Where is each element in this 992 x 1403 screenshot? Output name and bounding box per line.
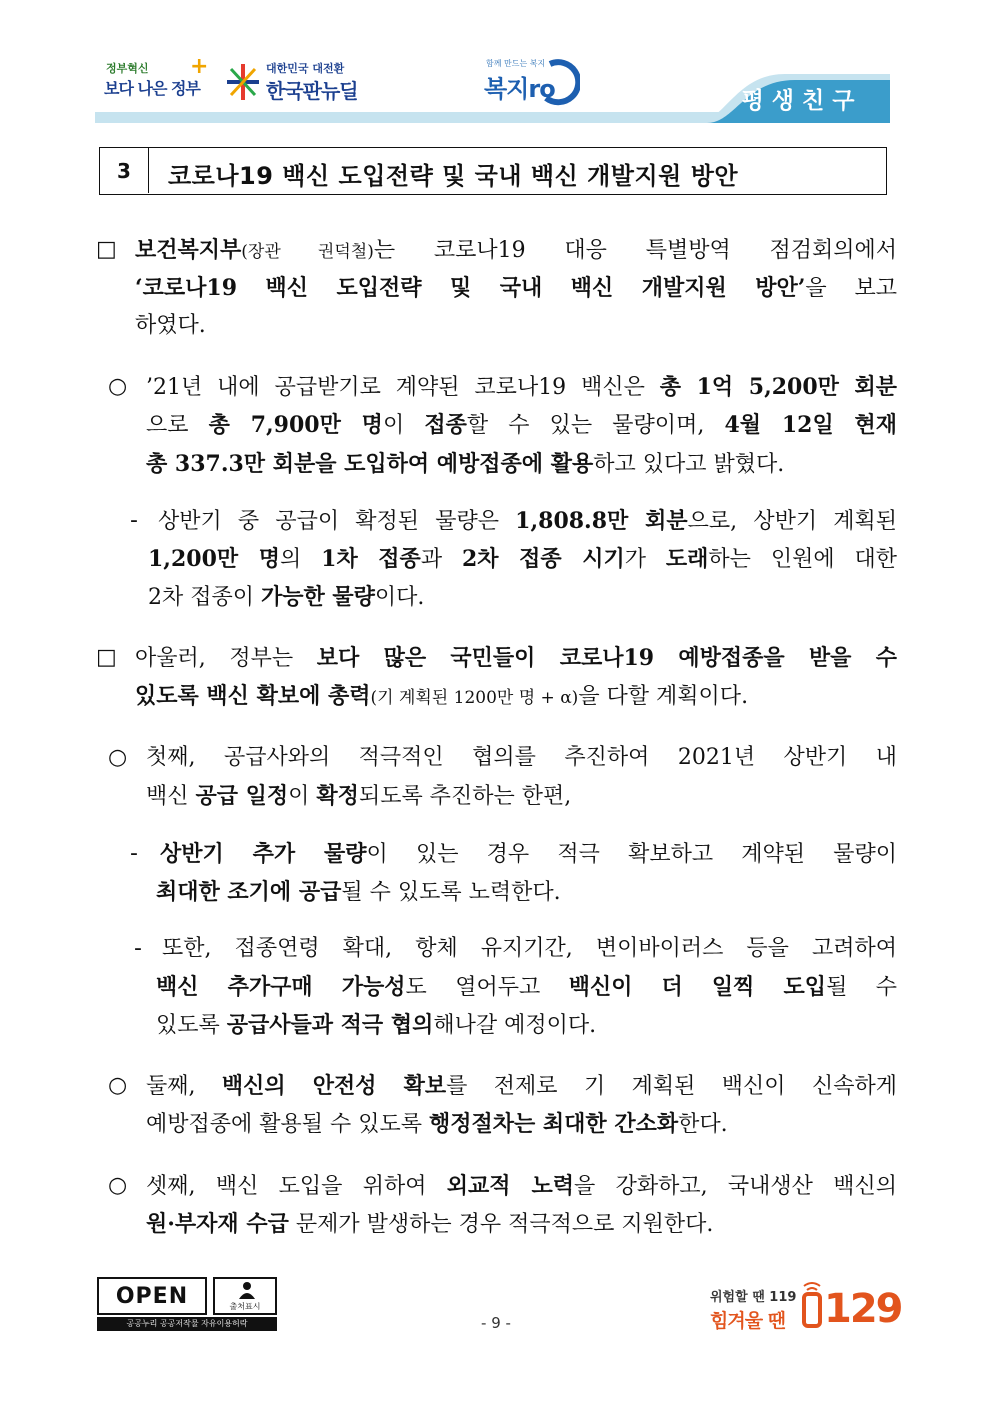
new-deal-logo-top: 대한민국 대전환 — [266, 62, 345, 75]
paragraph-line: 2차 접종이 가능한 물량이다. — [148, 584, 425, 610]
dash-bullet: - — [130, 841, 138, 866]
paragraph-line: ’21년 내에 공급받기로 계약된 코로나19 백신은 총 1억 5,200만 회분 — [146, 374, 897, 400]
hotline-129-logo — [710, 1274, 900, 1334]
paragraph-line: 예방접종에 활용될 수 있도록 행정절차는 최대한 간소화한다. — [146, 1111, 728, 1137]
paragraph-line: 총 337.3만 회분을 도입하여 예방접종에 활용하고 있다고 밝혔다. — [146, 451, 785, 477]
square-bullet-icon: □ — [96, 645, 117, 670]
paragraph-line: 둘째, 백신의 안전성 확보를 전제로 기 계획된 백신이 신속하게 — [146, 1073, 897, 1099]
paragraph-line: 1,200만 명의 1차 접종과 2차 접종 시기가 도래하는 인원에 대한 — [148, 546, 897, 572]
korean-new-deal-logo — [222, 58, 372, 106]
paragraph-line: 으로 총 7,900만 명이 접종할 수 있는 물량이며, 4월 12일 현재 — [146, 412, 898, 438]
circle-bullet-icon: ○ — [108, 374, 128, 399]
paragraph-line: 있도록 백신 확보에 총력(기 계획된 1200만 명 + α)을 다할 계획이다. — [135, 683, 749, 709]
phone-icon — [800, 1278, 824, 1328]
open-caption: 공공누리 공공저작물 자유이용허락 — [97, 1317, 277, 1331]
paragraph-line: 첫째, 공급사와의 적극적인 협의를 추진하여 2021년 상반기 내 — [146, 745, 897, 770]
hotline-top-text: 위험할 땐 119 — [710, 1290, 797, 1305]
paragraph-line: 상반기 중 공급이 확정된 물량은 1,808.8만 회분으로, 상반기 계획된 — [158, 508, 898, 534]
paragraph-line: 최대한 조기에 공급될 수 있도록 노력한다. — [156, 879, 561, 905]
paragraph-line: 백신 공급 일정이 확정되도록 추진하는 한편, — [146, 783, 572, 809]
page-number: - 9 - — [481, 1314, 511, 1332]
open-label: OPEN — [97, 1277, 207, 1315]
circle-bullet-icon: ○ — [108, 1173, 128, 1198]
paragraph-line: 아울러, 정부는 보다 많은 국민들이 코로나19 예방접종을 받을 수 — [135, 645, 897, 671]
person-icon — [237, 1281, 257, 1299]
paragraph-line: ‘코로나19 백신 도입전략 및 국내 백신 개발지원 방안’을 보고 — [135, 275, 898, 301]
welfare-logo — [478, 56, 588, 108]
paragraph-line: 보건복지부(장관 권덕철)는 코로나19 대응 특별방역 점검회의에서 — [135, 237, 898, 263]
new-deal-star-icon — [224, 60, 262, 104]
gov-innovation-logo — [104, 54, 209, 108]
hotline-bottom-text: 힘겨울 땐 — [710, 1310, 786, 1332]
paragraph-line: 하였다. — [135, 313, 206, 338]
section-title-box — [99, 147, 887, 195]
section-number: 3 — [100, 148, 149, 193]
paragraph-line: 있도록 공급사들과 적극 협의해나갈 예정이다. — [156, 1012, 597, 1038]
dash-bullet: - — [130, 508, 138, 533]
paragraph-line: 원·부자재 수급 문제가 발생하는 경우 적극적으로 지원한다. — [146, 1211, 714, 1237]
header-band-title: 평생친구 — [741, 88, 863, 114]
plus-icon: + — [190, 54, 209, 79]
welfare-logo-main: 복지ro — [484, 75, 555, 103]
dash-bullet: - — [134, 936, 142, 961]
new-deal-logo-main: 한국판뉴딜 — [266, 79, 358, 103]
welfare-logo-top: 함께 만드는 복지 — [486, 59, 546, 68]
kogl-open-license-badge — [97, 1277, 277, 1331]
attribution-label: 출처표시 — [229, 1302, 261, 1311]
gov-innovation-logo-top: 정부혁신 — [106, 62, 149, 75]
attribution-badge — [213, 1277, 277, 1315]
circle-bullet-icon: ○ — [108, 1073, 128, 1098]
section-title: 코로나19 백신 도입전략 및 국내 백신 개발지원 방안 — [168, 162, 739, 190]
paragraph-line: 또한, 접종연령 확대, 항체 유지기간, 변이바이러스 등을 고려하여 — [162, 936, 897, 961]
square-bullet-icon: □ — [96, 237, 117, 262]
paragraph-line: 백신 추가구매 가능성도 열어두고 백신이 더 일찍 도입될 수 — [156, 974, 898, 1000]
gov-innovation-logo-main: 보다 나은 정부 — [104, 79, 200, 98]
paragraph-line: 상반기 추가 물량이 있는 경우 적극 확보하고 계약된 물량이 — [160, 841, 897, 867]
circle-bullet-icon: ○ — [108, 745, 128, 770]
hotline-number: 129 — [824, 1286, 902, 1332]
welfare-circle-icon — [540, 58, 580, 106]
paragraph-line: 셋째, 백신 도입을 위하여 외교적 노력을 강화하고, 국내생산 백신의 — [146, 1173, 897, 1199]
